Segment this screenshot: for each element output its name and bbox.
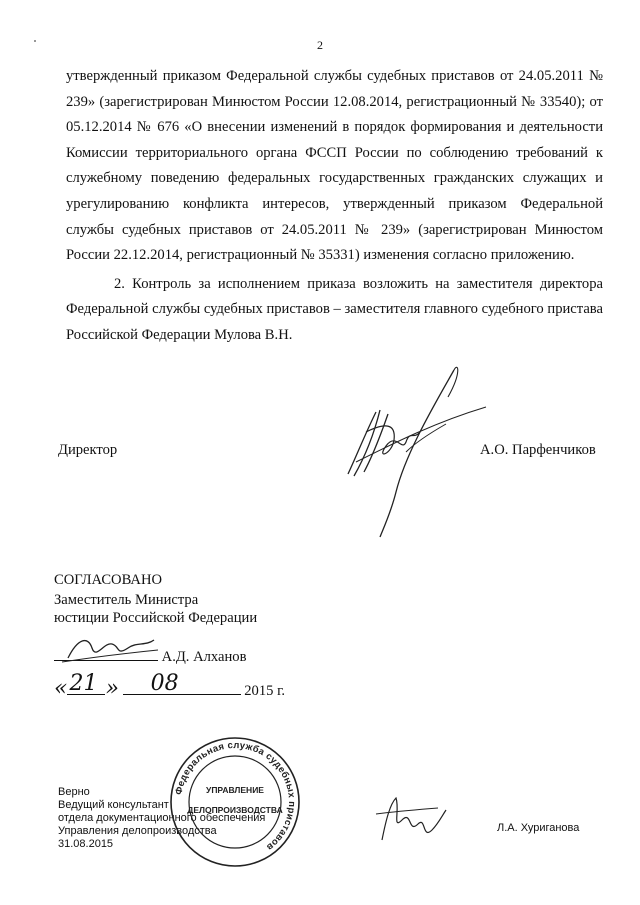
- director-signature: [336, 362, 496, 542]
- date-close-quote: »: [105, 676, 119, 701]
- certification-date: 31.08.2015: [58, 838, 114, 850]
- approval-position-line1: Заместитель Министра: [54, 592, 199, 608]
- date-day: 21: [69, 671, 98, 696]
- certification-line2: Ведущий консультант: [58, 799, 169, 811]
- certification-line3: отдела документационного обеспечения: [58, 812, 266, 824]
- document-body: [66, 64, 603, 349]
- seal-inner-line2: ДЕЛОПРОИЗВОДСТВА: [187, 805, 283, 815]
- office-seal: [166, 735, 304, 870]
- approval-position-line2: юстиции Российской Федерации: [54, 610, 258, 626]
- seal-ring-text: Федеральная служба судебных приставов: [173, 739, 298, 853]
- approval-name: А.Д. Алханов: [161, 649, 247, 665]
- date-open-quote: «: [54, 676, 68, 701]
- approval-heading: СОГЛАСОВАНО: [54, 572, 163, 588]
- paragraph-1: утвержденный приказом Федеральной службы судебных приставов от 24.05.2011 № 239» (зарегистрирован Минюстом России 12.08.2014, регистрационный № 33540); от 05.12.2014 № 676 «О внесении изменений в порядок формирования и деятельности Комиссии территориального органа ФССП России по соблюдению требований к служебному поведению федеральных государственных гражданских служащих и урегулированию конфликта интересов, утвержденный приказом Федеральной службы судебных приставов от 24.05.2011 № 239» (зарегистрирован Минюстом России 22.12.2014, регистрационный № 35331) изменения согласно приложению.: [66, 68, 603, 264]
- date-year: 2015 г.: [244, 683, 286, 699]
- director-name: А.О. Парфенчиков: [480, 442, 596, 458]
- paragraph-2: 2. Контроль за исполнением приказа возложить на заместителя директора Федеральной службы судебных приставов – заместителя главного судебного пристава Российской Федерации Мулова В.Н.: [66, 275, 603, 343]
- approval-date: [54, 671, 286, 701]
- director-title: Директор: [58, 442, 118, 458]
- approval-signature: [58, 628, 168, 668]
- svg-text:Федеральная служба судебных пр: [173, 740, 297, 853]
- certification-name: Л.А. Хуриганова: [497, 822, 580, 834]
- date-month: 08: [150, 671, 179, 696]
- certification-line4: Управления делопроизводства: [58, 825, 217, 837]
- certification-line1: Верно: [58, 786, 90, 798]
- seal-inner-line1: УПРАВЛЕНИЕ: [206, 785, 264, 795]
- certification-signature: [372, 790, 452, 850]
- page-number: 2: [317, 38, 323, 52]
